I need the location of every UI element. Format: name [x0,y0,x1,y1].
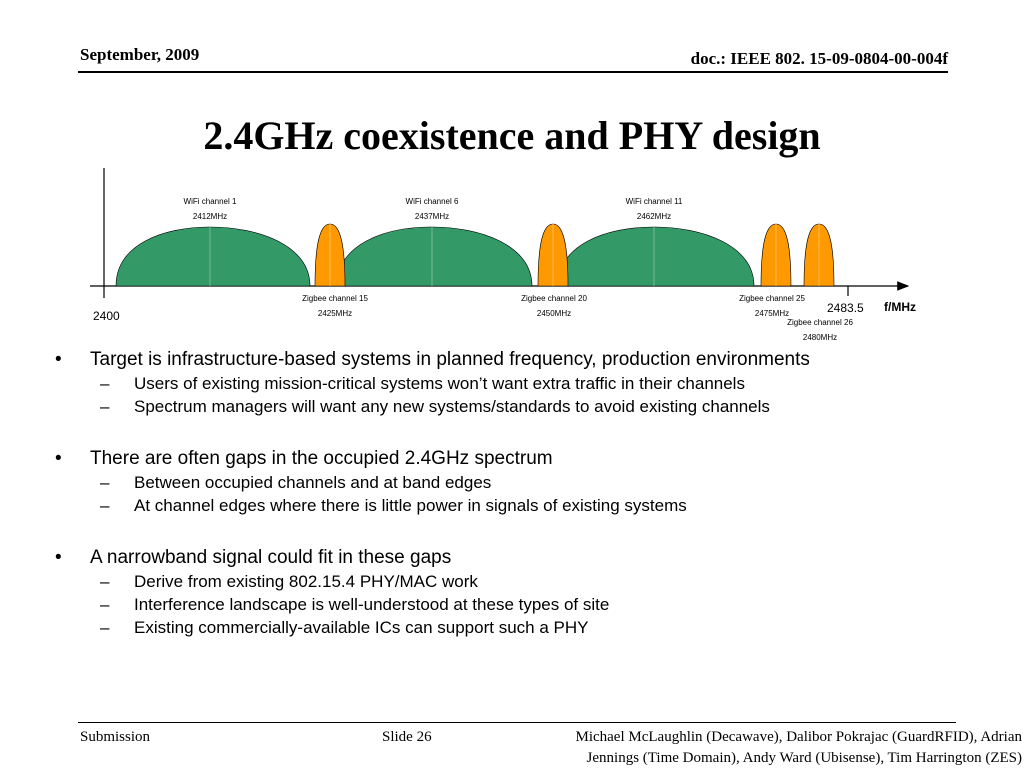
axis-unit-label: f/MHz [884,300,916,314]
zigbee-15-label: Zigbee channel 15 [302,294,368,303]
bullet-text: There are often gaps in the occupied 2.4GHz spectrum [90,448,553,469]
wifi-channel-6 [337,227,532,286]
bullet-item: • Target is infrastructure-based systems in planned frequency, production environments [55,349,810,370]
wifi-channel-11 [558,227,754,286]
zigbee-channel-20 [538,224,568,286]
zigbee-25-label: Zigbee channel 25 [739,294,805,303]
sub-bullet-text: At channel edges where there is little power in signals of existing systems [134,496,687,515]
zigbee-channel-15 [315,224,345,286]
spectrum-diagram [0,0,1024,350]
sub-bullet-text: Between occupied channels and at band edges [134,473,492,492]
sub-bullet-text: Derive from existing 802.15.4 PHY/MAC work [134,572,478,591]
sub-bullet-item: – At channel edges where there is little power in signals of existing systems [100,496,687,515]
zigbee-26-freq: 2480MHz [802,333,838,342]
wifi-channel-1 [116,227,310,286]
sub-bullet-text: Existing commercially-available ICs can support such a PHY [134,618,589,637]
wifi-11-label: WiFi channel 11 [625,197,683,206]
sub-bullet-item: – Users of existing mission-critical systems won’t want extra traffic in their channels [100,374,745,393]
bullet-item: • A narrowband signal could fit in these gaps [55,547,452,568]
footer-submission: Submission [80,729,151,745]
slide-title: 2.4GHz coexistence and PHY design [203,113,821,158]
wifi-1-freq: 2412MHz [192,212,228,221]
wifi-11-freq: 2462MHz [636,212,672,221]
sub-bullet-text: Spectrum managers will want any new systems/standards to avoid existing channels [134,397,770,416]
sub-bullet-item: – Spectrum managers will want any new systems/standards to avoid existing channels [100,397,770,416]
zigbee-15-freq: 2425MHz [317,309,353,318]
bullet-list [50,348,990,639]
sub-bullet-item: – Existing commercially-available ICs can support such a PHY [100,618,589,637]
axis-end-label: 2483.5 [827,301,864,315]
footer-authors [500,727,1022,769]
zigbee-20-freq: 2450MHz [536,309,572,318]
zigbee-channel-25 [761,224,791,286]
zigbee-channel-26 [804,224,834,286]
footer-authors-line-1: Michael McLaughlin (Decawave), Dalibor Pokrajac (GuardRFID), Adrian [575,729,1022,745]
sub-bullet-text: Interference landscape is well-understood at these types of site [134,595,610,614]
header-date: September, 2009 [80,45,200,64]
axis-start-label: 2400 [93,309,120,323]
footer-authors-line-2: Jennings (Time Domain), Andy Ward (Ubisense), Tim Harrington (ZES) [586,750,1022,766]
wifi-1-label: WiFi channel 1 [183,197,237,206]
sub-bullet-item: – Derive from existing 802.15.4 PHY/MAC work [100,572,478,591]
bullet-item: • There are often gaps in the occupied 2.4GHz spectrum [55,448,553,469]
footer-divider [78,722,956,723]
header-doc-id: doc.: IEEE 802. 15-09-0804-00-004f [690,49,948,68]
sub-bullet-item: – Interference landscape is well-understood at these types of site [100,595,610,614]
bullet-text: A narrowband signal could fit in these gaps [90,547,452,568]
zigbee-26-label: Zigbee channel 26 [787,318,853,327]
zigbee-20-label: Zigbee channel 20 [521,294,587,303]
wifi-6-label: WiFi channel 6 [405,197,459,206]
sub-bullet-text: Users of existing mission-critical systems won’t want extra traffic in their channels [134,374,745,393]
zigbee-25-freq: 2475MHz [754,309,790,318]
bullet-text: Target is infrastructure-based systems in planned frequency, production environments [90,349,810,370]
wifi-6-freq: 2437MHz [414,212,450,221]
sub-bullet-item: – Between occupied channels and at band edges [100,473,492,492]
footer-slide-number: Slide 26 [382,729,432,745]
